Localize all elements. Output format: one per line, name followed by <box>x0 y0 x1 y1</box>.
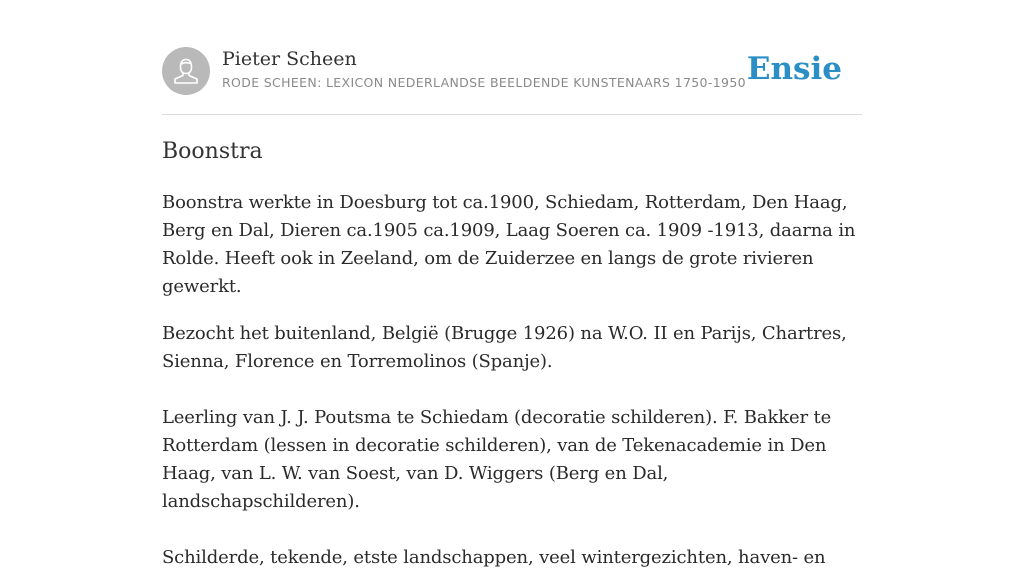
author-name[interactable]: Pieter Scheen <box>222 48 357 70</box>
paragraph: Boonstra werkte in Doesburg tot ca.1900, Schiedam, Rotterdam, Den Haag, Berg en Dal, Dieren ca.1905 ca.1909, Laag Soeren ca. 1909 -1913, daarna in Rolde. Heeft ook in Zeeland, om de Zuiderzee en langs de grote rivieren gewerkt. <box>162 192 856 297</box>
paragraph: Bezocht het buitenland, België (Brugge 1926) na W.O. II en Parijs, Chartres, Sienna, Florence en Torremolinos (Spanje). <box>162 323 847 372</box>
article-body <box>162 136 862 572</box>
brand-logo[interactable]: Ensie <box>746 51 842 87</box>
paragraph: Schilderde, tekende, etste landschappen, veel wintergezichten, haven- en <box>162 547 826 568</box>
author-avatar[interactable] <box>162 47 210 95</box>
paragraph: Leerling van J. J. Poutsma te Schiedam (decoratie schilderen). F. Bakker te Rotterdam (lessen in decoratie schilderen), van de Tekenacademie in Den Haag, van L. W. van Soest, van D. Wiggers (Berg en Dal, landschapschilderen). <box>162 407 832 512</box>
user-avatar-icon <box>162 47 210 95</box>
entry-header <box>162 47 862 115</box>
entry-title: Boonstra <box>162 139 263 164</box>
source-title[interactable]: RODE SCHEEN: LEXICON NEDERLANDSE BEELDENDE KUNSTENAARS 1750-1950 <box>222 75 746 90</box>
